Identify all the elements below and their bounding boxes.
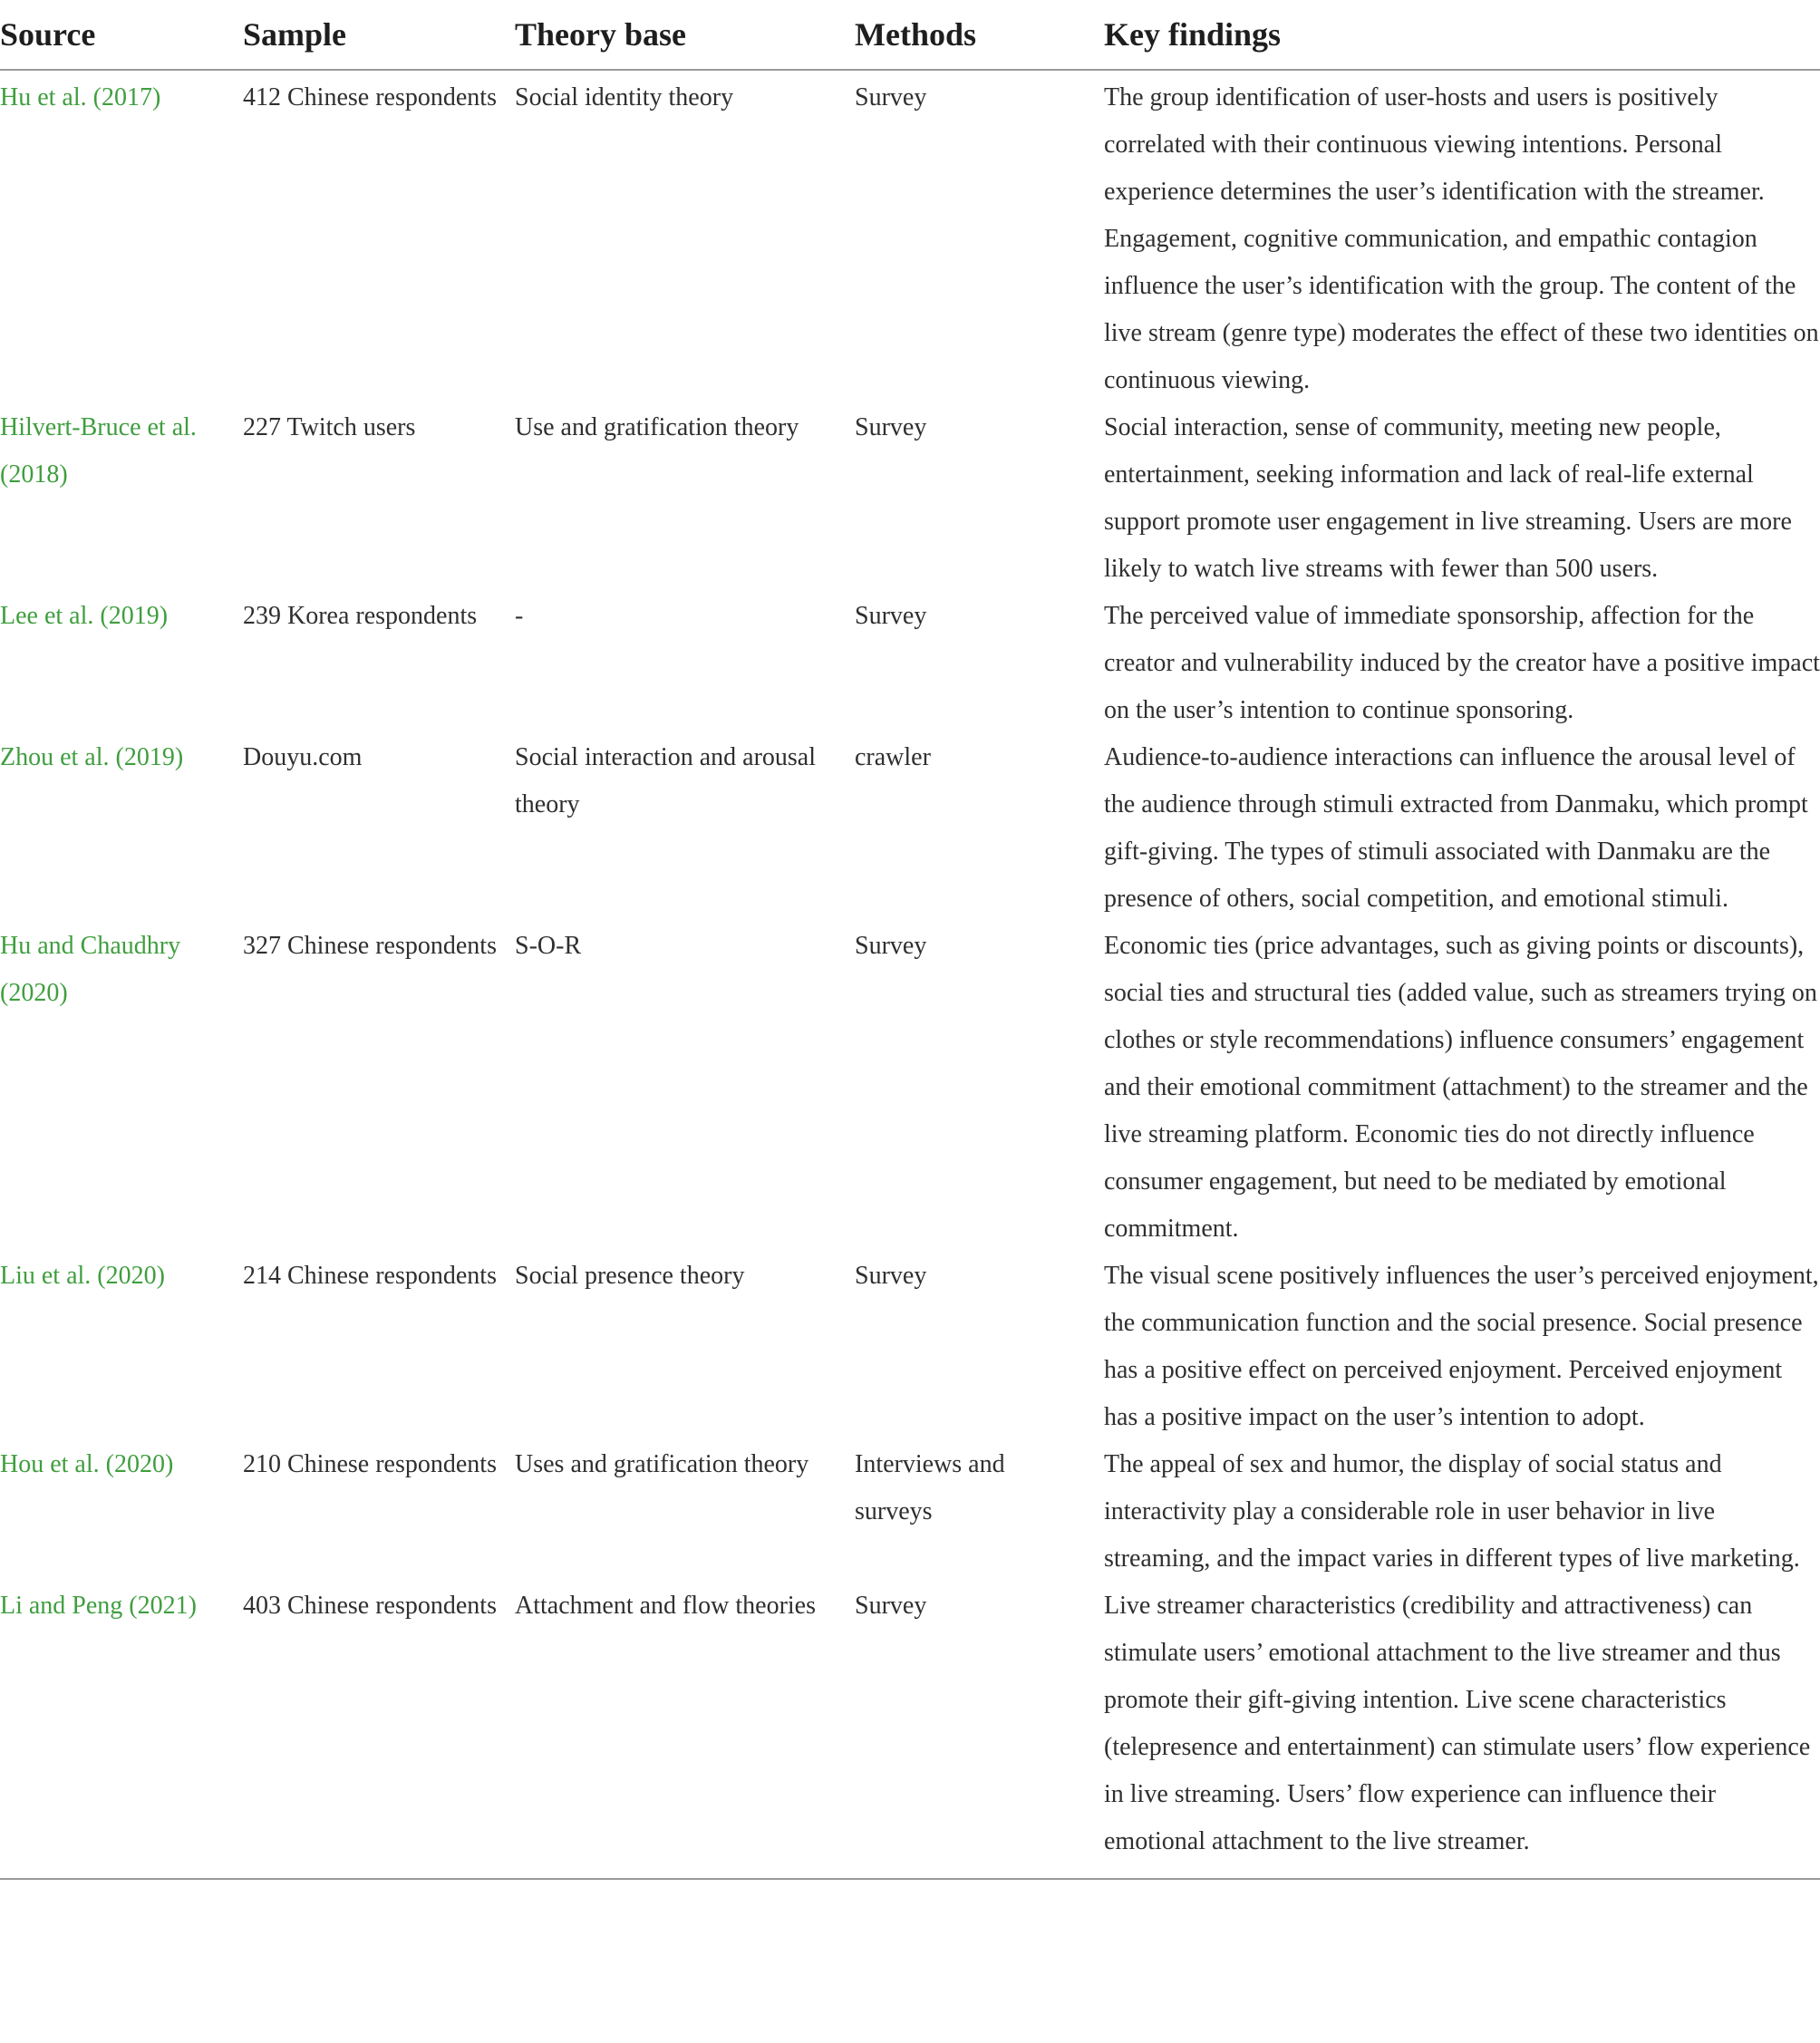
methods-cell: Interviews and surveys [855,1450,1005,1525]
theory-cell: Uses and gratification theory [515,1450,809,1478]
findings-cell: Live streamer characteristics (credibility and attractiveness) can stimulate users’ emotional attachment to the live streamer and thus promote their gift-giving intention. Live scene characteristics (telepresence and entertainment) can stimulate users’ flow experience in live streaming. Users’ flow experience can influence their emotional attachment to the live streamer. [1104,1583,1820,1879]
source-citation-link[interactable]: Hilvert-Bruce et al. (2018) [0,413,197,489]
source-cell [0,404,243,593]
theory-cell: - [515,602,524,630]
source-citation-link[interactable]: Hou et al. (2020) [0,1450,174,1478]
theory-cell: Attachment and flow theories [515,1583,855,1879]
source-cell [0,1253,243,1441]
table-row [0,70,1820,404]
methods-cell: Survey [855,602,927,630]
header-methods: Methods [855,0,1104,70]
table-row [0,1253,1820,1441]
source-cell [0,1441,243,1583]
table-row [0,1583,1820,1879]
methods-cell: Survey [855,413,927,441]
source-cell [0,70,243,404]
findings-cell: The perceived value of immediate sponsorship, affection for the creator and vulnerability induced by the creator have a positive impact on the user’s intention to continue sponsoring. [1104,602,1820,724]
methods-cell: Survey [855,932,927,960]
source-citation-link[interactable]: Hu and Chaudhry (2020) [0,932,181,1007]
table-row [0,923,1820,1253]
source-citation-link[interactable]: Liu et al. (2020) [0,1262,165,1290]
sample-cell: 210 Chinese respondents [243,1450,497,1478]
methods-cell: crawler [855,743,931,771]
table-row [0,593,1820,734]
methods-cell: Survey [855,1262,927,1290]
header-row [0,0,1820,70]
methods-cell: Survey [855,1583,1104,1879]
header-theory-base: Theory base [515,0,855,70]
table-row [0,734,1820,923]
sample-cell: 327 Chinese respondents [243,932,497,960]
findings-cell: The group identification of user-hosts and users is positively correlated with their continuous viewing intentions. Personal experience determines the user’s identification with the streamer. Engagement, cognitive communication, and empathic contagion influence the user’s identification with the group. The content of the live stream (genre type) moderates the effect of these two identities on continuous viewing. [1104,83,1819,394]
findings-cell: Economic ties (price advantages, such as giving points or discounts), social ties and structural ties (added value, such as streamers trying on clothes or style recommendations) influence consumers’ engagement and their emotional commitment (attachment) to the streamer and the live streaming platform. Economic ties do not directly influence consumer engagement, but need to be mediated by emotional commitment. [1104,932,1817,1243]
source-cell [0,593,243,734]
table-row [0,404,1820,593]
sample-cell: 239 Korea respondents [243,602,478,630]
source-citation-link[interactable]: Zhou et al. (2019) [0,743,184,771]
header-key-findings: Key findings [1104,0,1820,70]
theory-cell: Use and gratification theory [515,413,799,441]
source-citation-link[interactable]: Li and Peng (2021) [0,1592,197,1620]
theory-cell: Social interaction and arousal theory [515,743,816,818]
table-body [0,70,1820,1879]
source-cell [0,1583,243,1879]
sample-cell: 412 Chinese respondents [243,83,497,111]
sample-cell: 403 Chinese respondents [243,1583,515,1879]
sample-cell: 227 Twitch users [243,413,416,441]
table-header [0,0,1820,70]
sample-cell: 214 Chinese respondents [243,1262,497,1290]
findings-cell: Social interaction, sense of community, meeting new people, entertainment, seeking information and lack of real-life external support promote user engagement in live streaming. Users are more likely to watch live streams with fewer than 500 users. [1104,413,1792,583]
table-row [0,1441,1820,1583]
source-cell [0,923,243,1253]
methods-cell: Survey [855,83,927,111]
findings-cell: The appeal of sex and humor, the display of social status and interactivity play a considerable role in user behavior in live streaming, and the impact varies in different types of live marketing. [1104,1450,1800,1573]
findings-cell: Audience-to-audience interactions can influence the arousal level of the audience through stimuli extracted from Danmaku, which prompt gift-giving. The types of stimuli associated with Danmaku are the presence of others, social competition, and emotional stimuli. [1104,743,1808,913]
theory-cell: S-O-R [515,932,582,960]
header-source: Source [0,0,243,70]
theory-cell: Social identity theory [515,83,734,111]
findings-cell: The visual scene positively influences the user’s perceived enjoyment, the communication function and the social presence. Social presence has a positive effect on perceived enjoyment. Perceived enjoyment has a positive impact on the user’s intention to adopt. [1104,1262,1819,1431]
source-citation-link[interactable]: Lee et al. (2019) [0,602,169,630]
sample-cell: Douyu.com [243,743,363,771]
source-cell [0,734,243,923]
header-sample: Sample [243,0,515,70]
theory-cell: Social presence theory [515,1262,745,1290]
source-citation-link[interactable]: Hu et al. (2017) [0,83,161,111]
